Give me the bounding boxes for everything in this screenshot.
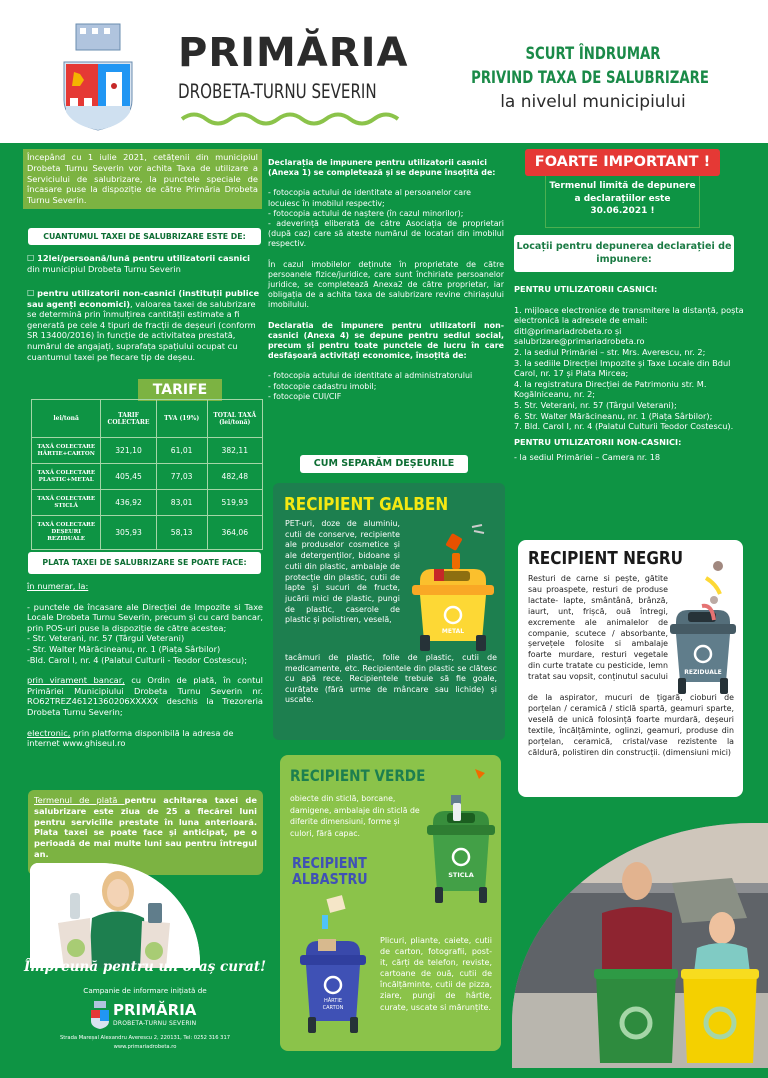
albastru-text: Plicuri, pliante, caiete, cutii de carton, fotografii, post-it, cărți de telefon, reviste, cartoane de ouă, cutii de încălțăminte, cutii de pizza, ziare, pungi de hârtie, curate, uscate si mărunțite. bbox=[380, 936, 492, 1012]
brand-subtitle: DROBETA-TURNU SEVERIN bbox=[178, 80, 377, 103]
wave-decoration bbox=[180, 110, 405, 128]
tarife-label: TARIFE bbox=[138, 379, 222, 401]
checkbox-icon: ☐ bbox=[27, 253, 35, 263]
family-recycling-illustration bbox=[512, 823, 768, 1068]
main-content bbox=[0, 143, 768, 1078]
guide-title-line1: SCURT ÎNDRUMAR bbox=[525, 44, 661, 64]
numerar-text: - punctele de încasare ale Direcției de Impozite si Taxe Locale Drobeta Turnu Severin, precum și cu card bancar, prin POS-uri puse la dispoziție de către acestea; bbox=[27, 601, 263, 633]
negru-text: Resturi de carne si pește, gătite sau proaspete, resturi de produse lactate- lapte, smântână, brânză, iaurt, unt, frișcă, ouă întregi, excremente ale animalelor de companie, scutece / absorbante, șervețele folosite si ambalaje foarte murdare, resturi vegetale din curte tratate cu pesticide, lemn tratat sau vopsit, conținutul sacului bbox=[528, 574, 669, 682]
locatie-item: 1. mijloace electronice de transmitere la distanță, poșta electronică la adresele de email: ditl@primariadrobeta.ro și salubrizare@primariadrobeta.ro bbox=[514, 304, 744, 347]
locatie-item: 7. Bld. Carol I, nr. 4 (Palatul Culturii Teodor Costescu). bbox=[514, 421, 734, 432]
verde-title: RECIPIENT VERDE bbox=[290, 766, 426, 785]
galben-text-continued: tacâmuri de plastic, folie de plastic, cutii de medicamente, etc. Recipientele din plastic se clătesc cu apă rece. Recipientele trebuie să fie goale, curățate (fără urme de mâncare sau lichide) și uscate. bbox=[285, 653, 497, 704]
woman-recycling-illustration bbox=[30, 863, 200, 968]
table-row bbox=[32, 490, 263, 516]
negru-text-continued: de la aspirator, mucuri de țigară, cioburi de porțelan / ceramică / sticlă spartă, geamuri sparte, veselă de unică folosință foarte murdară, deșeuri textile, încălțăminte, oglinzi, geamuri, produse din porțelan, ceramică, cristal/vase rezistente la căldură, polistiren din construcții. (dimensiuni mici) bbox=[528, 693, 734, 757]
termen-text: pentru achitarea taxei de salubrizare este ziua de 25 a fiecărei luni pentru serviciile prestate în luna anterioară. Plata taxei se poate face și anticipat, pe o perioadă de mai multe luni sau pentru întregul an. bbox=[34, 795, 257, 859]
tarif-table bbox=[31, 399, 263, 550]
casnici-decl-heading: Declarația de impunere pentru utilizatorii casnici (Anexa 1) se completează și se depune însoțită de: bbox=[268, 158, 496, 178]
electronic-label: electronic, bbox=[27, 727, 71, 738]
casnici-decl-item: - fotocopia actului de naștere (în cazul minorilor); bbox=[268, 208, 464, 218]
numerar-item: - Str. Veterani, nr. 57 (Târgul Veterani) bbox=[27, 633, 185, 644]
noncasnici-tax bbox=[27, 288, 263, 362]
tva-value: 58,13 bbox=[156, 516, 207, 550]
table-header: TOTAL TAXĂ (lei/tonă) bbox=[207, 400, 262, 438]
bin-label: CARTON bbox=[322, 1005, 344, 1011]
slogan: Împreună pentru un oraș curat! bbox=[23, 959, 267, 975]
recipient-verde-card bbox=[280, 755, 501, 1051]
numerar-item: - Str. Walter Mărăcineanu, nr. 1 (Piața Sârbilor) bbox=[27, 643, 221, 654]
albastru-title bbox=[292, 855, 368, 887]
table-header: TVA (19%) bbox=[156, 400, 207, 438]
total-value: 482,48 bbox=[207, 464, 262, 490]
locatii-heading: Locații pentru depunerea declarației de impunere: bbox=[514, 235, 734, 272]
row-label: TAXĂ COLECTARE HÂRTIE+CARTON bbox=[32, 438, 101, 464]
noncasnici-decl-item: - fotocopia actului de identitate al administratorului bbox=[268, 371, 473, 381]
locatie-item: 6. Str. Walter Mărăcineanu, nr. 1 (Piața Sârbilor); bbox=[514, 410, 713, 421]
mini-brand-subtitle: DROBETA-TURNU SEVERIN bbox=[113, 1020, 197, 1027]
row-label: TAXĂ COLECTARE STICLĂ bbox=[32, 490, 101, 516]
woman-recycling-photo bbox=[30, 863, 200, 968]
negru-title: RECIPIENT NEGRU bbox=[528, 548, 684, 569]
bin-label: REZIDUALE bbox=[684, 669, 722, 676]
table-header: lei/tonă bbox=[32, 400, 101, 438]
header bbox=[0, 0, 768, 143]
guide-title-line2: PRIVIND TAXA DE SALUBRIZARE bbox=[471, 68, 709, 88]
tarif-value: 436,92 bbox=[101, 490, 156, 516]
plata-heading: PLATA TAXEI DE SALUBRIZARE SE POATE FACE: bbox=[28, 552, 261, 574]
locatii-list bbox=[514, 284, 744, 463]
row-label: TAXĂ COLECTARE PLASTIC+METAL bbox=[32, 464, 101, 490]
imobile-text: În cazul imobilelor deținute în proprietate de către persoanele fizice/juridice, care sunt închiriate persoanelor juridice, se completează Anexa2 de către proprietar, iar obligația de a achita taxa de salubrizare revine chiriașului imobilului. bbox=[268, 259, 504, 310]
city-crest-logo bbox=[62, 22, 134, 132]
locatie-item: 2. la sediul Primăriei – str. Mrs. Averescu, nr. 2; bbox=[514, 346, 706, 357]
tva-value: 61,01 bbox=[156, 438, 207, 464]
casnici-tax bbox=[27, 253, 263, 274]
galben-text: PET-uri, doze de aluminiu, cutii de conserve, recipiente ale produselor cosmetice și ale detergenților, bidoane și cutii din plastic, ambalaje de protecție din plastic, cutii de lapte și sucuri de fructe, jucării mici de plastic, pungi de plastic, caserole de plastic și polistiren, veselă, bbox=[285, 519, 400, 625]
row-label: TAXĂ COLECTARE DEȘEURI REZIDUALE bbox=[32, 516, 101, 550]
total-value: 382,11 bbox=[207, 438, 262, 464]
total-value: 519,93 bbox=[207, 490, 262, 516]
campaign-text: Campanie de informare inițiată de bbox=[83, 986, 207, 995]
noncasnici-tax-rest: , valoarea taxei de salubrizare se determină prin înmulțirea cantității estimate a fi generată pe cele 4 tipuri de fracții de deșeuri (conform SR 13400/2016) în funcție de activitatea prestată, numărul de angajați, suprafața spațiului ocupat cu cuantumul taxei pe fiecare tip de deșeu. bbox=[27, 298, 256, 362]
virament-label: prin virament bancar, bbox=[27, 675, 125, 686]
bin-label: STICLA bbox=[448, 871, 474, 879]
green-bin-icon bbox=[425, 765, 497, 905]
website: www.primariadrobeta.ro bbox=[113, 1044, 177, 1050]
table-header: TARIF COLECTARE bbox=[101, 400, 156, 438]
locatie-item: - la sediul Primăriei – Camera nr. 18 bbox=[514, 452, 661, 463]
noncasnici-locatii-heading: PENTRU UTILIZATORII NON-CASNICI: bbox=[514, 436, 682, 447]
albastru-title-line2: ALBASTRU bbox=[292, 870, 368, 888]
casnici-tax-bold: 12lei/persoană/lună pentru utilizatorii casnici bbox=[37, 253, 251, 263]
plata-details bbox=[27, 581, 263, 749]
casnici-locatii-heading: PENTRU UTILIZATORII CASNICI: bbox=[514, 284, 658, 294]
noncasnici-decl-item: - fotocopie cadastru imobil; bbox=[268, 381, 377, 391]
noncasnici-decl-heading: Declaratia de impunere pentru utilizatorii non-casnici (Anexa 4) se depune pentru sediul social, precum și pentru toate punctele de lucru în care desfășoară activități economice, însoțită de: bbox=[268, 320, 504, 361]
albastru-title-line1: RECIPIENT bbox=[292, 854, 367, 872]
recipient-galben-card bbox=[273, 483, 505, 740]
blue-bin-icon bbox=[298, 895, 368, 1035]
family-recycling-photo bbox=[512, 823, 768, 1068]
important-banner: FOARTE IMPORTANT ! bbox=[525, 149, 720, 176]
declaratie-section bbox=[268, 158, 504, 402]
mini-brand-title: PRIMĂRIA bbox=[113, 1001, 197, 1019]
tva-value: 77,03 bbox=[156, 464, 207, 490]
brand-title: PRIMĂRIA bbox=[178, 30, 409, 76]
noncasnici-decl-item: - fotocopie CUI/CIF bbox=[268, 391, 342, 401]
tarif-value: 305,93 bbox=[101, 516, 156, 550]
total-value: 364,06 bbox=[207, 516, 262, 550]
termen-label: Termenul de plată bbox=[34, 795, 125, 805]
locatie-item: 5. Str. Veterani, nr. 57 (Târgul Veterani); bbox=[514, 399, 677, 410]
locatie-item: 3. la sediile Direcției Impozite și Taxe Locale din Bdul Carol, nr. 17 și Piata Mircea; bbox=[514, 357, 731, 379]
mini-crest-logo bbox=[90, 1001, 110, 1029]
galben-title: RECIPIENT GALBEN bbox=[284, 494, 449, 515]
intro-text: Începând cu 1 iulie 2021, cetățenii din municipiul Drobeta Turnu Severin vor achita Taxa de utilizare a Serviciului de salubrizare, la punctele speciale de încasare puse la dispoziție de către Primăria Drobeta Turnu Severin. bbox=[23, 149, 262, 209]
tarif-value: 321,10 bbox=[101, 438, 156, 464]
checkbox-icon: ☐ bbox=[27, 288, 35, 298]
tarif-value: 405,45 bbox=[101, 464, 156, 490]
deadline-box: Termenul limită de depunere a declarațiilor este 30.06.2021 ! bbox=[545, 176, 700, 228]
cuantum-heading: CUANTUMUL TAXEI DE SALUBRIZARE ESTE DE: bbox=[28, 228, 261, 245]
recipient-negru-card bbox=[518, 540, 743, 797]
bin-label: HÂRTIE bbox=[324, 998, 342, 1004]
cum-separam-heading: CUM SEPARĂM DEȘEURILE bbox=[300, 455, 468, 473]
yellow-bin-icon bbox=[408, 523, 498, 653]
table-row bbox=[32, 464, 263, 490]
virament-text: cu Ordin de plată, în contul Primăriei Municipiului Drobeta Turnu Severin nr. RO62TREZ46121360206XXXXX deschis la Trezoreria Drobeta Turnu Severin; bbox=[27, 675, 263, 717]
casnici-decl-item: - fotocopia actului de identitate al persoanelor care locuiesc în imobilul respectiv; bbox=[268, 188, 471, 208]
table-row bbox=[32, 438, 263, 464]
electronic-text: prin platforma disponibilă la adresa de internet www.ghiseul.ro bbox=[27, 727, 234, 749]
locatie-item: 4. la registratura Direcției de Patrimoniu str. M. Kogălniceanu, nr. 2; bbox=[514, 378, 707, 400]
casnici-decl-item: - adeverință eliberată de către Asociația de proprietari (după caz) care să ateste numărul de locatari din imobilul respectiv. bbox=[268, 219, 504, 249]
table-header-row bbox=[32, 400, 263, 438]
bin-label: METAL bbox=[441, 628, 465, 635]
verde-text: obiecte din sticlă, borcane, damigene, ambalaje din sticlă de diferite dimensiuni, forme și culori, fără capac. bbox=[290, 794, 420, 838]
casnici-tax-rest: din municipiul Drobeta Turnu Severin bbox=[27, 263, 181, 274]
numerar-label: în numerar, la: bbox=[27, 581, 89, 591]
black-bin-icon bbox=[668, 560, 738, 695]
address-line: Strada Mareșal Alexandru Averescu 2, 220131, Tel: 0252 316 317 bbox=[59, 1035, 231, 1041]
table-row bbox=[32, 516, 263, 550]
guide-title-line3: la nivelul municipiului bbox=[500, 92, 686, 112]
tva-value: 83,01 bbox=[156, 490, 207, 516]
noncasnici-tax-bold: pentru utilizatorii non-casnici (instituții publice sau agenți economici) bbox=[27, 288, 260, 309]
address bbox=[20, 1034, 270, 1052]
numerar-item: -Bld. Carol I, nr. 4 (Palatul Culturii - Teodor Costescu); bbox=[27, 654, 248, 665]
